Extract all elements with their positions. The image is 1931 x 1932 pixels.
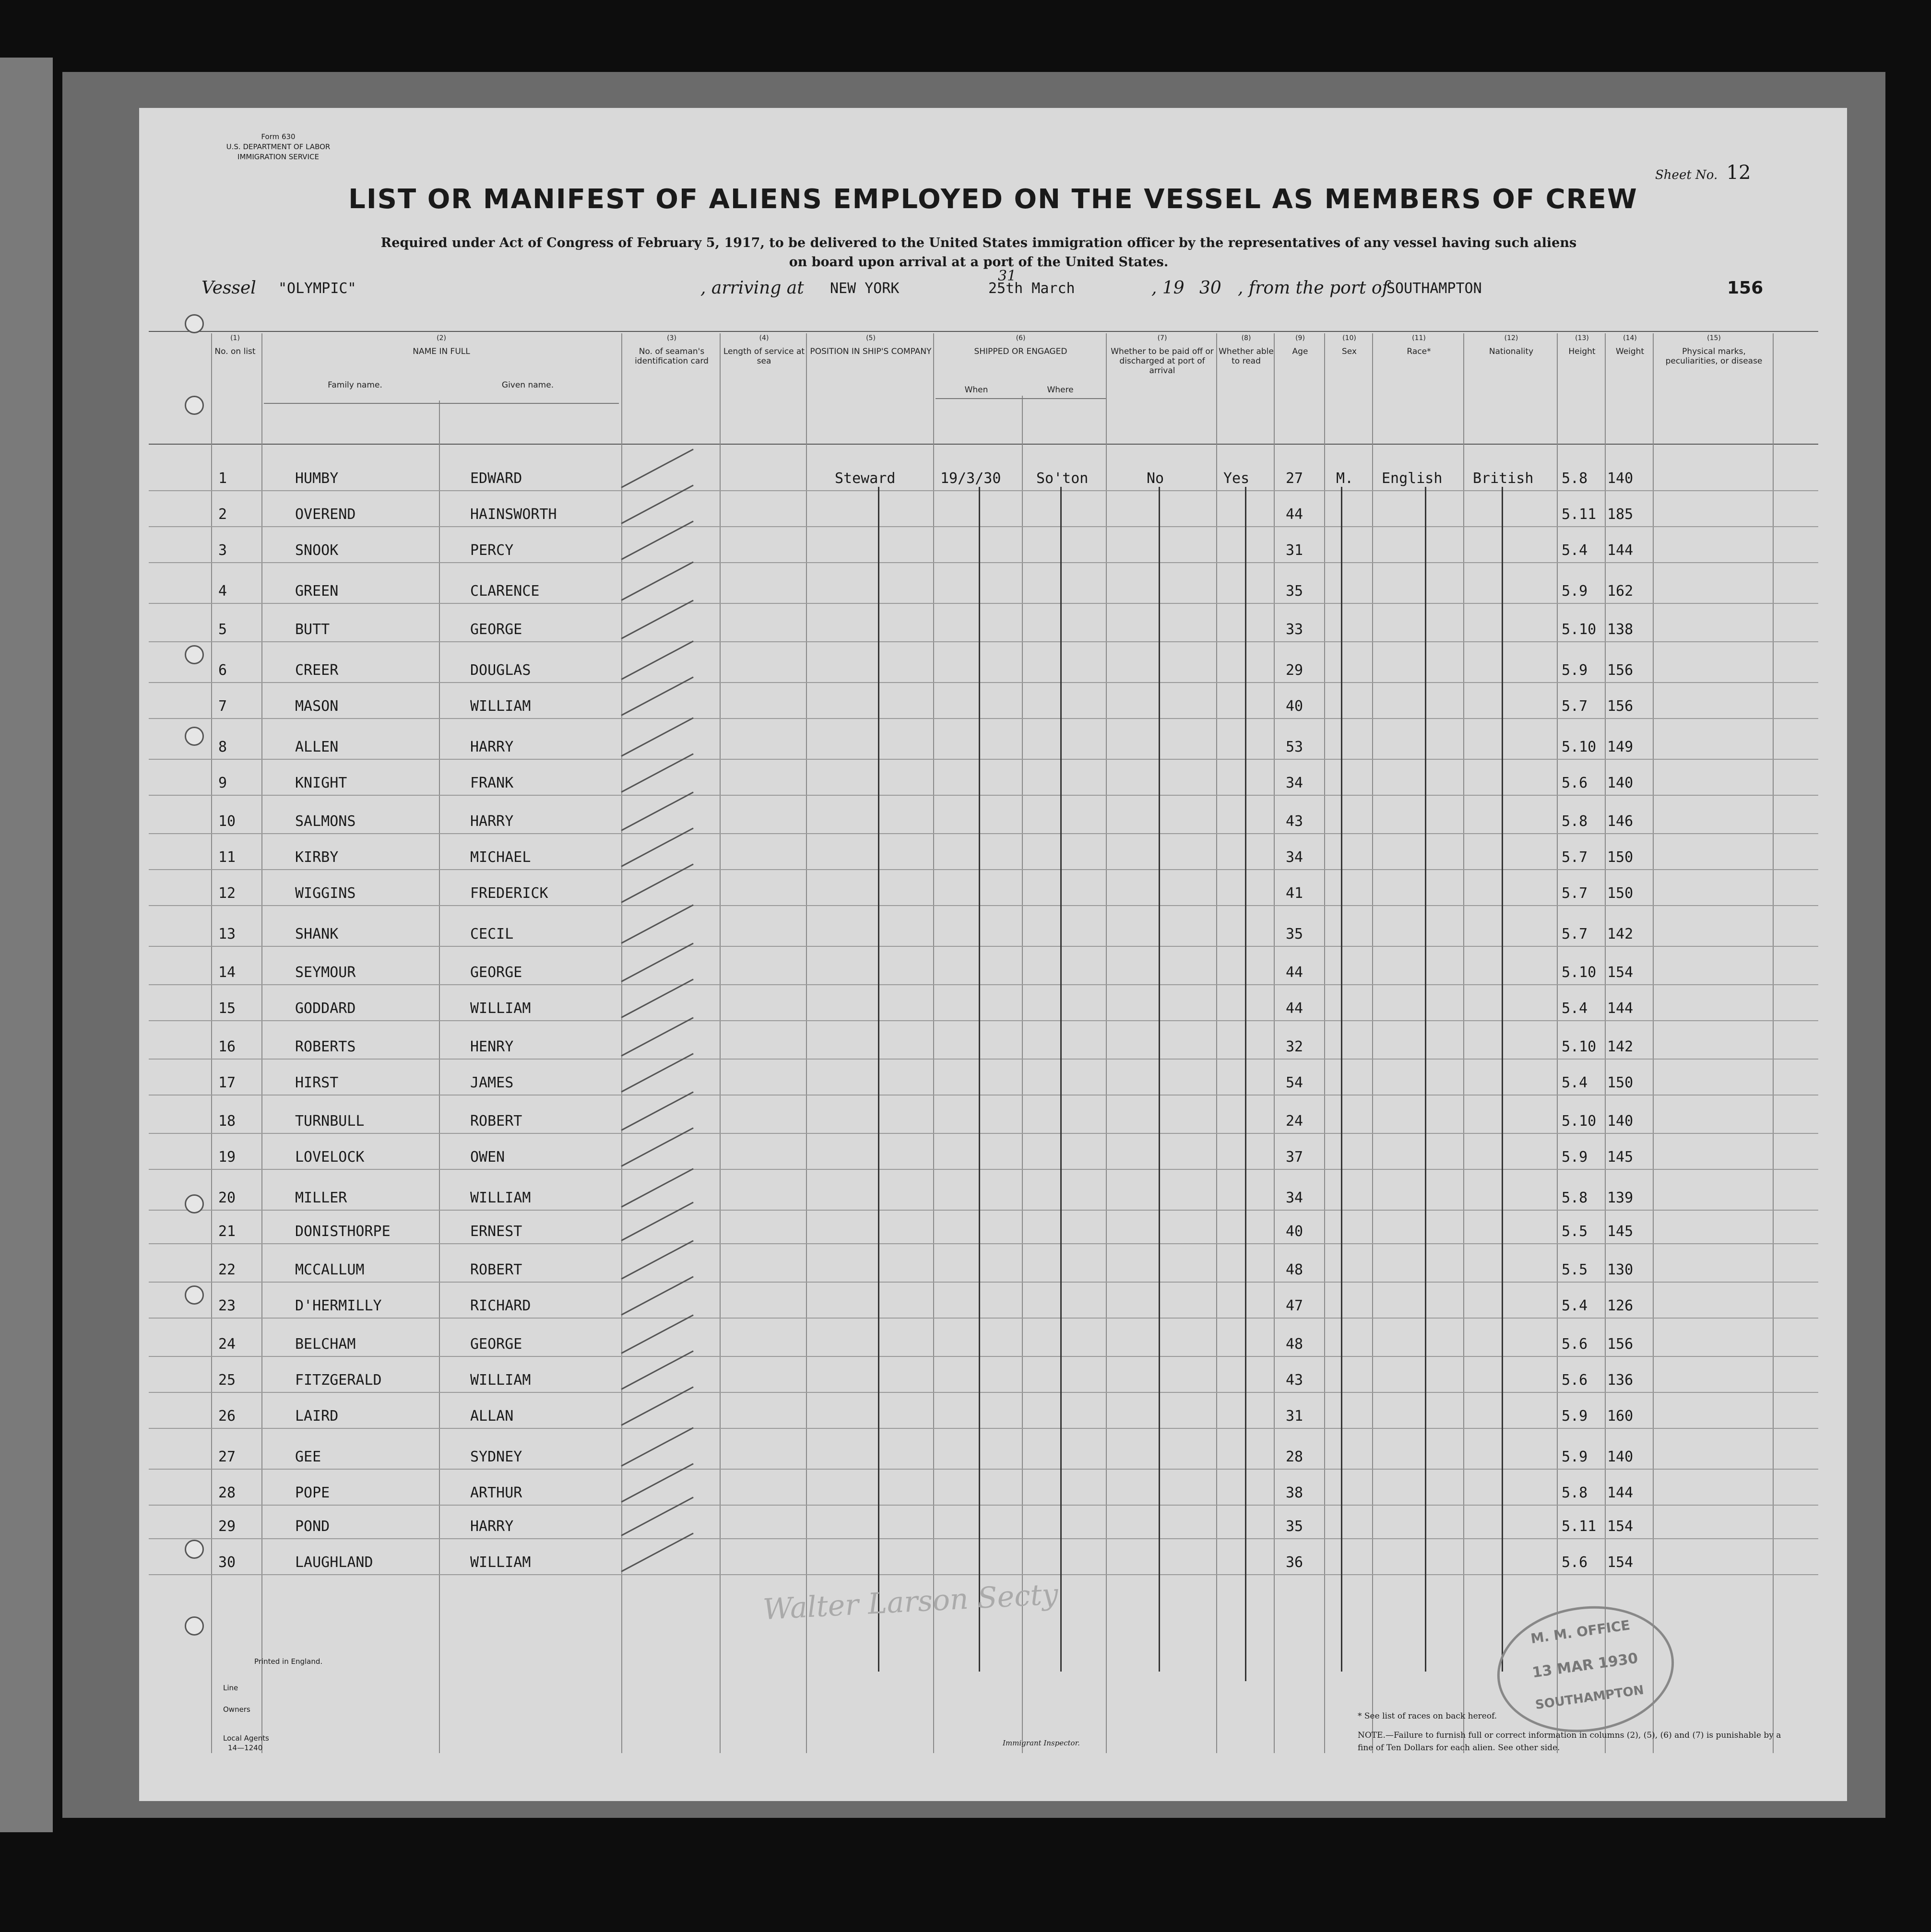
manifest-sheet <box>139 108 1847 1801</box>
col-header-position: (5) POSITION IN SHIP'S COMPANY <box>810 334 932 356</box>
when-header: When <box>964 385 988 395</box>
weight-value: 149 <box>1607 739 1634 755</box>
age-value: 44 <box>1286 506 1303 523</box>
local-agents-label: Local Agents <box>223 1734 269 1743</box>
weight-value: 156 <box>1607 662 1634 679</box>
table-row <box>139 765 1847 801</box>
weight-value: 138 <box>1607 621 1634 638</box>
weight-value: 154 <box>1607 964 1634 981</box>
family-name: LOVELOCK <box>295 1149 365 1166</box>
weight-value: 126 <box>1607 1297 1634 1314</box>
given-name: WILLIAM <box>470 698 531 715</box>
family-name: FITZGERALD <box>295 1372 382 1389</box>
family-name: DONISTHORPE <box>295 1223 391 1240</box>
page-title: LIST OR MANIFEST OF ALIENS EMPLOYED ON THE VESSEL AS MEMBERS OF CREW <box>348 184 1638 215</box>
family-name: POND <box>295 1518 330 1535</box>
inspector-signature: Walter Larson Secty <box>762 1577 1059 1627</box>
weight-value: 162 <box>1607 583 1634 600</box>
sex-value: M. <box>1336 470 1354 487</box>
col-header-sex: (10) Sex <box>1341 334 1357 356</box>
arriving-port: NEW YORK <box>830 280 900 297</box>
given-name: DOUGLAS <box>470 662 531 679</box>
sheet-label: Sheet No. <box>1655 168 1718 182</box>
punch-hole <box>185 396 204 415</box>
position-value: Steward <box>835 470 896 487</box>
family-name: GREEN <box>295 583 339 600</box>
page-number: 156 <box>1727 278 1764 298</box>
given-name: WILLIAM <box>470 1372 531 1389</box>
row-number: 5 <box>218 621 227 638</box>
stamp-bottom: SOUTHAMPTON <box>1534 1683 1645 1713</box>
age-value: 37 <box>1286 1149 1303 1166</box>
col-header-no: (1) No. on list <box>214 334 256 356</box>
punch-hole <box>185 645 204 664</box>
family-name: GODDARD <box>295 1000 356 1017</box>
height-value: 5.9 <box>1562 1408 1588 1425</box>
family-name: ROBERTS <box>295 1038 356 1055</box>
age-value: 34 <box>1286 849 1303 866</box>
height-value: 5.6 <box>1562 775 1588 791</box>
punch-hole <box>185 314 204 333</box>
age-value: 44 <box>1286 964 1303 981</box>
table-row <box>139 1398 1847 1435</box>
table-row <box>139 1508 1847 1545</box>
ditto-mark <box>1341 487 1342 1672</box>
sheet-number <box>1655 162 1751 184</box>
given-name: GEORGE <box>470 964 522 981</box>
row-number: 7 <box>218 698 227 715</box>
vessel-label: Vessel <box>201 278 256 298</box>
form-identifier <box>206 132 350 162</box>
age-value: 48 <box>1286 1336 1303 1353</box>
row-number: 14 <box>218 964 236 981</box>
col-header-service: (4) Length of service at sea <box>723 334 805 366</box>
table-row <box>139 1252 1847 1288</box>
shipped-when-value: 19/3/30 <box>940 470 1001 487</box>
punch-hole <box>185 1285 204 1305</box>
weight-value: 144 <box>1607 1000 1634 1017</box>
row-number: 19 <box>218 1149 236 1166</box>
weight-value: 156 <box>1607 698 1634 715</box>
department-name: U.S. DEPARTMENT OF LABOR <box>226 142 331 151</box>
row-number: 8 <box>218 739 227 755</box>
weight-value: 154 <box>1607 1518 1634 1535</box>
height-value: 5.11 <box>1562 506 1597 523</box>
age-value: 32 <box>1286 1038 1303 1055</box>
given-name: SYDNEY <box>470 1449 522 1465</box>
row-number: 26 <box>218 1408 236 1425</box>
family-name: MCCALLUM <box>295 1261 365 1278</box>
row-number: 24 <box>218 1336 236 1353</box>
height-value: 5.9 <box>1562 1449 1588 1465</box>
where-header: Where <box>1047 385 1074 395</box>
age-value: 34 <box>1286 1190 1303 1206</box>
table-row <box>139 839 1847 876</box>
table-row <box>139 1439 1847 1475</box>
table-row <box>139 573 1847 610</box>
age-value: 38 <box>1286 1484 1303 1501</box>
weight-value: 150 <box>1607 849 1634 866</box>
vessel-name: "OLYMPIC" <box>278 280 356 297</box>
ditto-mark <box>1060 487 1062 1672</box>
table-row <box>139 729 1847 766</box>
row-number: 16 <box>218 1038 236 1055</box>
table-row <box>139 1326 1847 1363</box>
weight-value: 150 <box>1607 1074 1634 1091</box>
row-number: 29 <box>218 1518 236 1535</box>
row-number: 23 <box>218 1297 236 1314</box>
given-name: OWEN <box>470 1149 505 1166</box>
row-number: 30 <box>218 1554 236 1571</box>
service-name: IMMIGRATION SERVICE <box>237 153 319 161</box>
sheet-value: 12 <box>1726 162 1751 184</box>
height-value: 5.8 <box>1562 470 1588 487</box>
row-number: 2 <box>218 506 227 523</box>
weight-value: 136 <box>1607 1372 1634 1389</box>
age-value: 33 <box>1286 621 1303 638</box>
age-value: 27 <box>1286 470 1303 487</box>
height-value: 5.6 <box>1562 1554 1588 1571</box>
given-name: ROBERT <box>470 1113 522 1130</box>
arriving-label: , arriving at <box>700 278 804 298</box>
height-value: 5.10 <box>1562 739 1597 755</box>
family-name: ALLEN <box>295 739 339 755</box>
age-value: 35 <box>1286 1518 1303 1535</box>
form-number: Form 630 <box>261 132 296 141</box>
table-row <box>139 916 1847 953</box>
height-value: 5.7 <box>1562 885 1588 902</box>
shipped-subrule <box>936 398 1106 399</box>
height-value: 5.10 <box>1562 621 1597 638</box>
col-header-shipped: (6) SHIPPED OR ENGAGED When Where <box>936 333 1106 400</box>
weight-value: 144 <box>1607 1484 1634 1501</box>
height-value: 5.9 <box>1562 662 1588 679</box>
family-name: SHANK <box>295 926 339 942</box>
family-name: HUMBY <box>295 470 339 487</box>
row-number: 12 <box>218 885 236 902</box>
age-value: 53 <box>1286 739 1303 755</box>
family-name: GEE <box>295 1449 321 1465</box>
weight-value: 145 <box>1607 1149 1634 1166</box>
height-value: 5.9 <box>1562 583 1588 600</box>
given-name: FRANK <box>470 775 514 791</box>
family-name: CREER <box>295 662 339 679</box>
weight-value: 142 <box>1607 926 1634 942</box>
given-name: JAMES <box>470 1074 514 1091</box>
table-row <box>139 1103 1847 1140</box>
paid-off-value: No <box>1147 470 1164 487</box>
weight-value: 146 <box>1607 813 1634 830</box>
year-prefix: , 19 <box>1151 278 1185 298</box>
given-name-header: Given name. <box>501 380 554 390</box>
height-value: 5.7 <box>1562 698 1588 715</box>
family-name: WIGGINS <box>295 885 356 902</box>
row-number: 10 <box>218 813 236 830</box>
col-header-race: (11) Race* <box>1407 334 1431 356</box>
col-header-name: (2) NAME IN FULL Family name. Given name. <box>264 333 619 395</box>
row-number: 25 <box>218 1372 236 1389</box>
table-row <box>139 803 1847 840</box>
table-row <box>139 1213 1847 1250</box>
given-name: GEORGE <box>470 621 522 638</box>
subtitle-line-2: on board upon arrival at a port of the United States. <box>789 255 1169 270</box>
age-value: 31 <box>1286 542 1303 559</box>
table-row <box>139 688 1847 725</box>
owners-label: Owners <box>223 1705 250 1714</box>
row-number: 18 <box>218 1113 236 1130</box>
subtitle <box>331 234 1626 272</box>
row-number: 3 <box>218 542 227 559</box>
height-value: 5.7 <box>1562 849 1588 866</box>
col-header-paid-off: (7) Whether to be paid off or discharged at port of arrival <box>1111 334 1214 376</box>
col-header-age: (9) Age <box>1292 334 1308 356</box>
punch-hole <box>185 1194 204 1213</box>
table-row <box>139 1139 1847 1176</box>
table-row <box>139 1180 1847 1216</box>
age-value: 40 <box>1286 698 1303 715</box>
vessel-line <box>139 268 1847 307</box>
family-name: BELCHAM <box>295 1336 356 1353</box>
age-value: 40 <box>1286 1223 1303 1240</box>
family-name: SNOOK <box>295 542 339 559</box>
height-value: 5.10 <box>1562 1038 1597 1055</box>
ditto-mark <box>1425 487 1426 1672</box>
age-value: 41 <box>1286 885 1303 902</box>
weight-value: 185 <box>1607 506 1634 523</box>
weight-value: 150 <box>1607 885 1634 902</box>
given-name: ERNEST <box>470 1223 522 1240</box>
weight-value: 130 <box>1607 1261 1634 1278</box>
table-row <box>139 1065 1847 1101</box>
table-row <box>139 1029 1847 1065</box>
age-value: 31 <box>1286 1408 1303 1425</box>
weight-value: 142 <box>1607 1038 1634 1055</box>
table-row <box>139 875 1847 912</box>
height-value: 5.5 <box>1562 1261 1588 1278</box>
height-value: 5.8 <box>1562 1190 1588 1206</box>
height-value: 5.7 <box>1562 926 1588 942</box>
arrival-date: 25th March <box>988 280 1075 297</box>
ditto-mark <box>1245 487 1246 1681</box>
weight-value: 140 <box>1607 1113 1634 1130</box>
ditto-mark <box>979 487 980 1672</box>
given-name: MICHAEL <box>470 849 531 866</box>
row-number: 1 <box>218 470 227 487</box>
footer-note: NOTE.—Failure to furnish full or correct information in columns (2), (5), (6) and (7) is punishable by a fine of Ten Dollars for each alien. See other side. <box>1358 1731 1781 1753</box>
age-value: 28 <box>1286 1449 1303 1465</box>
table-row <box>139 612 1847 648</box>
age-value: 35 <box>1286 926 1303 942</box>
table-row <box>139 1362 1847 1399</box>
name-subrule <box>264 403 619 404</box>
scan-left-strip <box>0 58 53 1832</box>
inspector-label: Immigrant Inspector. <box>1003 1739 1080 1747</box>
weight-value: 144 <box>1607 542 1634 559</box>
row-number: 27 <box>218 1449 236 1465</box>
date-correction: 31 <box>998 268 1017 284</box>
given-name: ROBERT <box>470 1261 522 1278</box>
col-header-weight: (14) Weight <box>1615 334 1645 356</box>
row-number: 13 <box>218 926 236 942</box>
table-row <box>139 1544 1847 1581</box>
family-name: OVEREND <box>295 506 356 523</box>
height-value: 5.10 <box>1562 964 1597 981</box>
header-bottom-rule <box>149 444 1818 445</box>
row-number: 20 <box>218 1190 236 1206</box>
punch-hole <box>185 1616 204 1636</box>
weight-value: 154 <box>1607 1554 1634 1571</box>
header-top-rule <box>149 331 1818 332</box>
row-number: 4 <box>218 583 227 600</box>
row-number: 22 <box>218 1261 236 1278</box>
age-value: 35 <box>1286 583 1303 600</box>
table-row <box>139 532 1847 569</box>
stamp-top: M. M. OFFICE <box>1529 1617 1631 1647</box>
ditto-mark <box>1502 487 1503 1672</box>
printed-note: Printed in England. <box>254 1657 323 1666</box>
family-name: HIRST <box>295 1074 339 1091</box>
family-name: SEYMOUR <box>295 964 356 981</box>
col-header-id-card: (3) No. of seaman's identification card <box>635 334 709 366</box>
first-row-details <box>139 460 1847 497</box>
table-row <box>139 954 1847 991</box>
height-value: 5.6 <box>1562 1372 1588 1389</box>
family-name: D'HERMILLY <box>295 1297 382 1314</box>
age-value: 48 <box>1286 1261 1303 1278</box>
given-name: HAINSWORTH <box>470 506 557 523</box>
given-name: FREDERICK <box>470 885 548 902</box>
form-code: 14—1240 <box>228 1744 263 1752</box>
given-name: CECIL <box>470 926 514 942</box>
given-name: GEORGE <box>470 1336 522 1353</box>
height-value: 5.4 <box>1562 542 1588 559</box>
family-name: BUTT <box>295 621 330 638</box>
family-name: MASON <box>295 698 339 715</box>
given-name: WILLIAM <box>470 1190 531 1206</box>
height-value: 5.4 <box>1562 1000 1588 1017</box>
family-name: LAIRD <box>295 1408 339 1425</box>
table-row <box>139 652 1847 689</box>
punch-hole <box>185 727 204 746</box>
row-number: 28 <box>218 1484 236 1501</box>
height-value: 5.5 <box>1562 1223 1588 1240</box>
punch-hole <box>185 1540 204 1559</box>
ditto-mark <box>878 487 879 1672</box>
col-header-nationality: (12) Nationality <box>1489 334 1534 356</box>
age-value: 24 <box>1286 1113 1303 1130</box>
given-name: WILLIAM <box>470 1000 531 1017</box>
shipped-where-value: So'ton <box>1036 470 1089 487</box>
race-note: * See list of races on back hereof. <box>1358 1711 1497 1721</box>
row-number: 11 <box>218 849 236 866</box>
height-value: 5.6 <box>1562 1336 1588 1353</box>
ditto-mark <box>1159 487 1160 1672</box>
height-value: 5.9 <box>1562 1149 1588 1166</box>
race-value: English <box>1382 470 1443 487</box>
subtitle-line-1: Required under Act of Congress of February 5, 1917, to be delivered to the United States immigration officer by the representatives of any vessel having such aliens <box>380 236 1577 250</box>
row-number: 6 <box>218 662 227 679</box>
age-value: 43 <box>1286 813 1303 830</box>
given-name: ALLAN <box>470 1408 514 1425</box>
height-value: 5.4 <box>1562 1297 1588 1314</box>
stamp-date: 13 MAR 1930 <box>1531 1649 1639 1682</box>
family-name: KIRBY <box>295 849 339 866</box>
given-name: CLARENCE <box>470 583 540 600</box>
col-header-read: (8) Whether able to read <box>1219 334 1274 366</box>
height-value: 5.8 <box>1562 1484 1588 1501</box>
table-row <box>139 496 1847 533</box>
given-name: WILLIAM <box>470 1554 531 1571</box>
height-value: 5.10 <box>1562 1113 1597 1130</box>
given-name: EDWARD <box>470 470 522 487</box>
given-name: RICHARD <box>470 1297 531 1314</box>
family-name: KNIGHT <box>295 775 347 791</box>
family-name: MILLER <box>295 1190 347 1206</box>
age-value: 36 <box>1286 1554 1303 1571</box>
nationality-value: British <box>1473 470 1534 487</box>
given-name: HENRY <box>470 1038 514 1055</box>
age-value: 44 <box>1286 1000 1303 1017</box>
family-name: POPE <box>295 1484 330 1501</box>
weight-value: 140 <box>1607 775 1634 791</box>
family-name: TURNBULL <box>295 1113 365 1130</box>
weight-value: 156 <box>1607 1336 1634 1353</box>
family-name: LAUGHLAND <box>295 1554 373 1571</box>
able-to-read-value: Yes <box>1223 470 1250 487</box>
height-value: 5.11 <box>1562 1518 1597 1535</box>
row-number: 9 <box>218 775 227 791</box>
table-row <box>139 1475 1847 1511</box>
given-name: ARTHUR <box>470 1484 522 1501</box>
row-number: 17 <box>218 1074 236 1091</box>
age-value: 47 <box>1286 1297 1303 1314</box>
col-header-height: (13) Height <box>1568 334 1596 356</box>
given-name: HARRY <box>470 739 514 755</box>
age-value: 29 <box>1286 662 1303 679</box>
family-name: SALMONS <box>295 813 356 830</box>
weight-value: 145 <box>1607 1223 1634 1240</box>
given-name: PERCY <box>470 542 514 559</box>
weight-value: 140 <box>1607 470 1634 487</box>
row-number: 21 <box>218 1223 236 1240</box>
table-row <box>139 990 1847 1027</box>
weight-value: 140 <box>1607 1449 1634 1465</box>
line-label: Line <box>223 1684 238 1692</box>
year-suffix: 30 <box>1199 278 1221 298</box>
given-name: HARRY <box>470 1518 514 1535</box>
weight-value: 139 <box>1607 1190 1634 1206</box>
weight-value: 160 <box>1607 1408 1634 1425</box>
row-number: 15 <box>218 1000 236 1017</box>
given-name: HARRY <box>470 813 514 830</box>
from-port: SOUTHAMPTON <box>1386 280 1482 297</box>
age-value: 34 <box>1286 775 1303 791</box>
family-name-header: Family name. <box>328 380 382 390</box>
col-header-marks: (15) Physical marks, peculiarities, or disease <box>1665 334 1763 366</box>
from-label: , from the port of <box>1238 278 1388 298</box>
table-row <box>139 1288 1847 1324</box>
height-value: 5.8 <box>1562 813 1588 830</box>
height-value: 5.4 <box>1562 1074 1588 1091</box>
age-value: 43 <box>1286 1372 1303 1389</box>
age-value: 54 <box>1286 1074 1303 1091</box>
